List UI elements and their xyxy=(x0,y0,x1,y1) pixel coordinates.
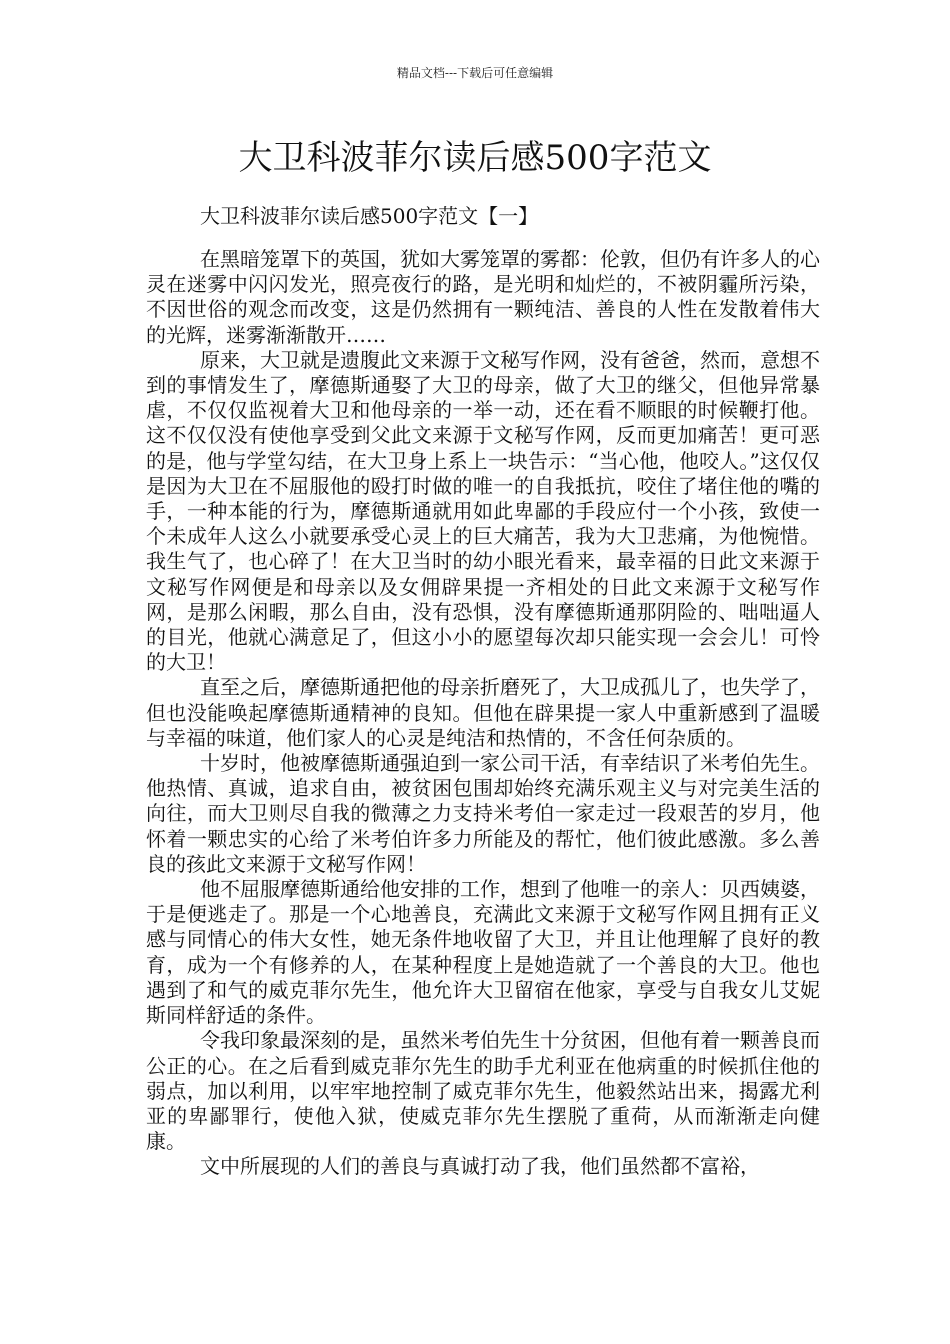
paragraph-5: 他不屈服摩德斯通给他安排的工作，想到了他唯一的亲人：贝西姨婆，于是便逃走了。那是一个心地善良，充满此文来源于文秘写作网且拥有正义感与同情心的伟大女性，她无条件地收留了大卫，并且让他理解了良好的教育，成为一个有修养的人，在某种程度上是她造就了一个善良的大卫。他也遇到了和气的威克菲尔先生，他允许大卫留宿在他家，享受与自我女儿艾妮斯同样舒适的条件。 xyxy=(146,877,820,1028)
paragraph-4: 十岁时，他被摩德斯通强迫到一家公司干活，有幸结识了米考伯先生。他热情、真诚，追求自由，被贫困包围却始终充满乐观主义与对完美生活的向往，而大卫则尽自我的微薄之力支持米考伯一家走过一段艰苦的岁月，他怀着一颗忠实的心给了米考伯许多力所能及的帮忙，他们彼此感激。多么善良的孩此文来源于文秘写作网！ xyxy=(146,751,820,876)
paragraph-3: 直至之后，摩德斯通把他的母亲折磨死了，大卫成孤儿了，也失学了，但也没能唤起摩德斯通精神的良知。但他在辟果提一家人中重新感到了温暖与幸福的味道，他们家人的心灵是纯洁和热情的，不含任何杂质的。 xyxy=(146,675,820,750)
paragraph-7: 文中所展现的人们的善良与真诚打动了我，他们虽然都不富裕， xyxy=(200,1154,760,1179)
document-title: 大卫科波菲尔读后感500字范文 xyxy=(238,138,712,178)
header-note: 精品文档---下载后可任意编辑 xyxy=(396,66,554,80)
paragraph-2: 原来，大卫就是遗腹此文来源于文秘写作网，没有爸爸，然而，意想不到的事情发生了，摩德斯通娶了大卫的母亲，做了大卫的继父，但他异常暴虐，不仅仅监视着大卫和他母亲的一举一动，还在看不顺眼的时候鞭打他。这不仅仅没有使他享受到父此文来源于文秘写作网，反而更加痛苦！更可恶的是，他与学堂勾结，在大卫身上系上一块告示：“当心他，他咬人。”这仅仅是因为大卫在不屈服他的殴打时做的唯一的自我抵抗，咬住了堵住他的嘴的手，一种本能的行为，摩德斯通就用如此卑鄙的手段应付一个小孩，致使一个未成年人这么小就要承受心灵上的巨大痛苦，我为大卫悲痛，为他惋惜。我生气了，也心碎了！在大卫当时的幼小眼光看来，最幸福的日此文来源于文秘写作网便是和母亲以及女佣辟果提一齐相处的日此文来源于文秘写作网，是那么闲暇，那么自由，没有恐惧，没有摩德斯通那阴险的、咄咄逼人的目光，他就心满意足了，但这小小的愿望每次却只能实现一会会儿！可怜的大卫！ xyxy=(146,347,820,675)
section-subtitle: 大卫科波菲尔读后感500字范文【一】 xyxy=(200,204,539,228)
article-body xyxy=(146,247,820,1180)
paragraph-1: 在黑暗笼罩下的英国，犹如大雾笼罩的雾都：伦敦，但仍有许多人的心灵在迷雾中闪闪发光，照亮夜行的路，是光明和灿烂的，不被阴霾所污染，不因世俗的观念而改变，这是仍然拥有一颗纯洁、善良的人性在发散着伟大的光辉，迷雾渐渐散开…… xyxy=(146,247,820,347)
paragraph-6: 令我印象最深刻的是，虽然米考伯先生十分贫困，但他有着一颗善良而公正的心。在之后看到威克菲尔先生的助手尤利亚在他病重的时候抓住他的弱点，加以利用，以牢牢地控制了威克菲尔先生，他毅然站出来，揭露尤利亚的卑鄙罪行，使他入狱，使威克菲尔先生摆脱了重荷，从而渐渐走向健康。 xyxy=(146,1028,820,1154)
